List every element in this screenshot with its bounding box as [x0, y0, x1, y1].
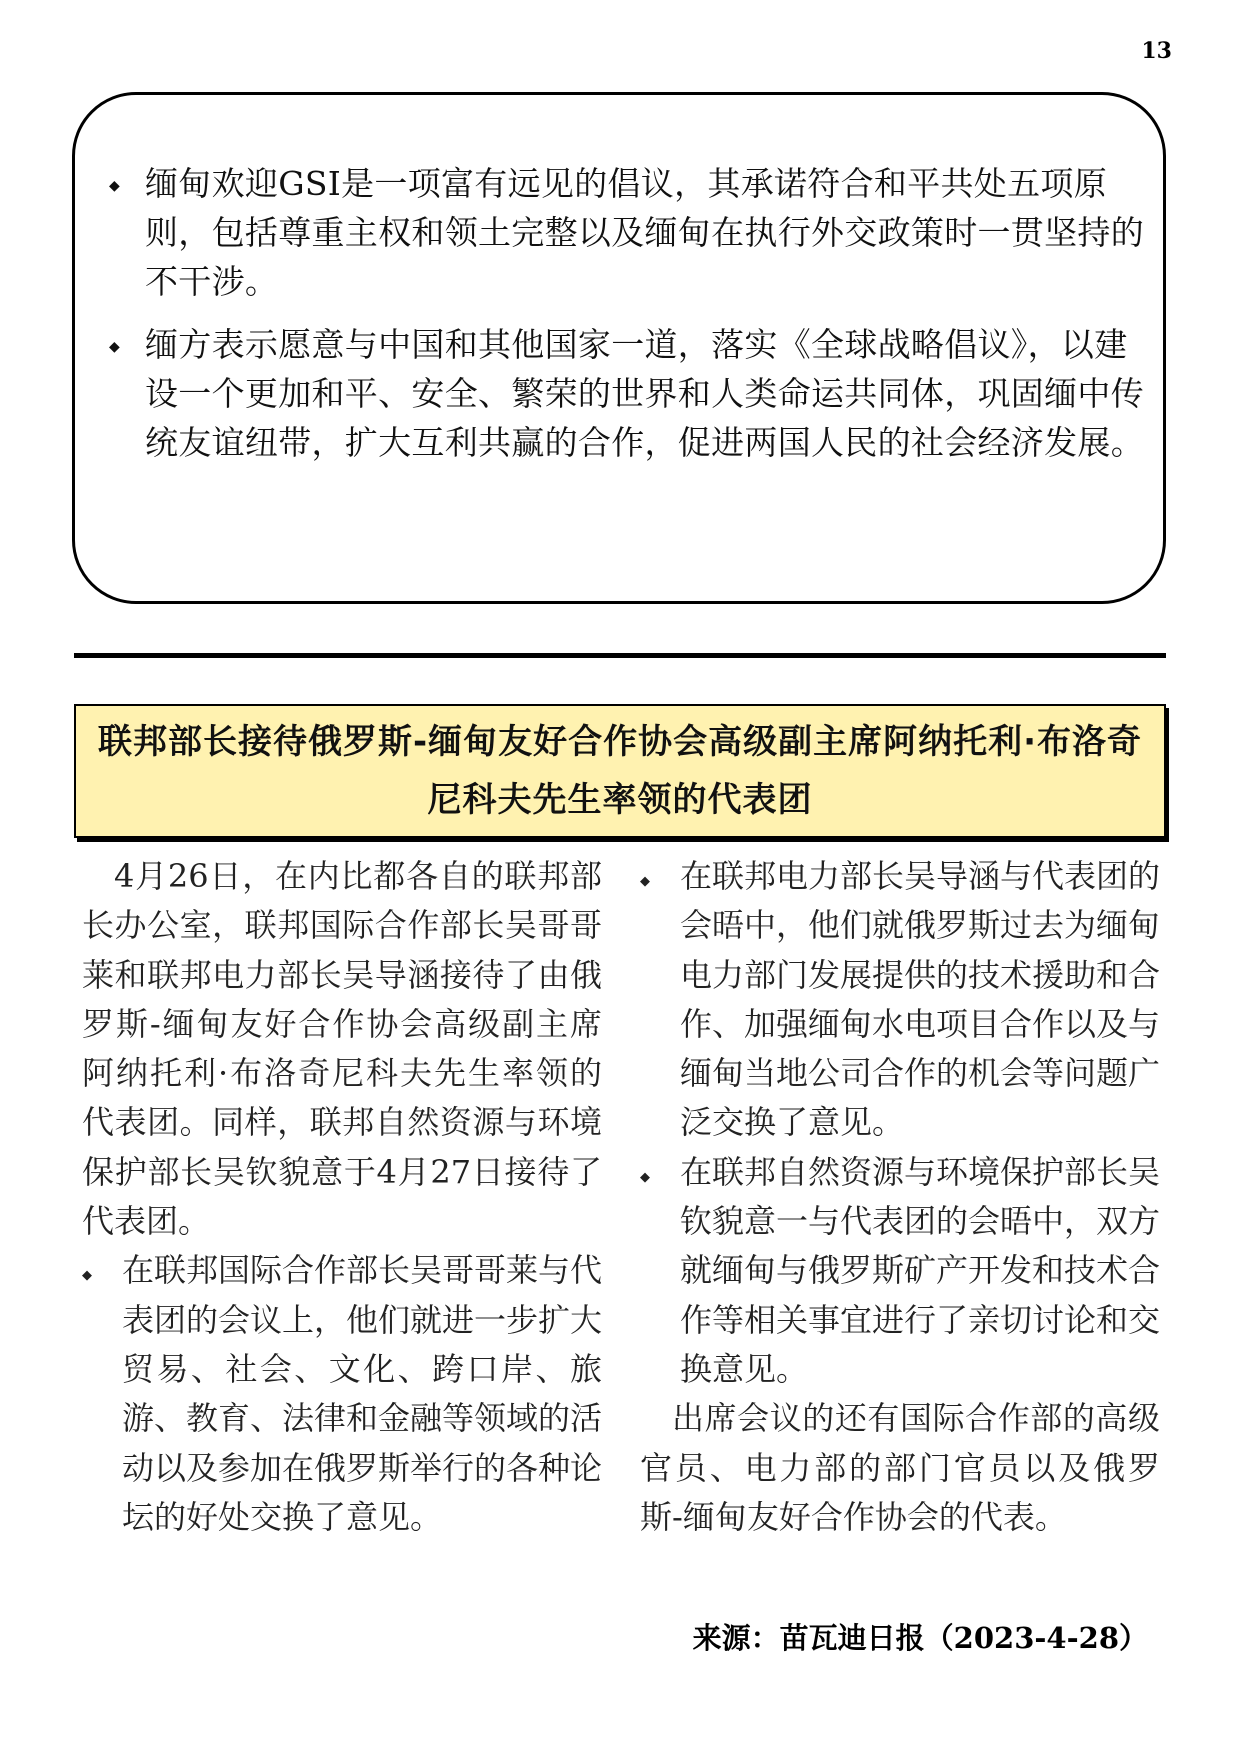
diamond-bullet-icon: ◆ — [640, 874, 650, 889]
section-divider — [74, 653, 1166, 658]
diamond-bullet-icon: ◆ — [109, 178, 121, 194]
intro-paragraph: 4月26日，在内比都各自的联邦部长办公室，联邦国际合作部长吴哥哥莱和联邦电力部长吴导涵接待了由俄罗斯-缅甸友好合作协会高级副主席阿纳托利·布洛奇尼科夫先生率领的代表团。同样，联邦自然资源与环境保护部长吴钦貌意于4月27日接待了代表团。 — [82, 857, 602, 1241]
meeting-bullet — [640, 852, 1160, 1148]
closing-paragraph: 出席会议的还有国际合作部的高级官员、电力部的部门官员以及俄罗斯-缅甸友好合作协会的代表。 — [640, 1399, 1160, 1536]
left-bullet-list — [82, 1246, 602, 1542]
meeting-bullet — [640, 1148, 1160, 1394]
meeting-bullet-text: 在联邦自然资源与环境保护部长吴钦貌意一与代表团的会晤中，双方就缅甸与俄罗斯矿产开发和技术合作等相关事宜进行了亲切讨论和交换意见。 — [680, 1152, 1161, 1388]
meeting-bullet — [82, 1246, 602, 1542]
right-bullet-list — [640, 852, 1160, 1394]
meeting-bullet-text: 在联邦电力部长吴导涵与代表团的会晤中，他们就俄罗斯过去为缅甸电力部门发展提供的技术援助和合作、加强缅甸水电项目合作以及与缅甸当地公司合作的机会等问题广泛交换了意见。 — [680, 857, 1161, 1142]
meeting-bullet-text: 在联邦国际合作部长吴哥哥莱与代表团的会议上，他们就进一步扩大贸易、社会、文化、跨口岸、旅游、教育、法律和金融等领域的活动以及参加在俄罗斯举行的各种论坛的好处交换了意见。 — [122, 1251, 603, 1536]
article-headline: 联邦部长接待俄罗斯-缅甸友好合作协会高级副主席阿纳托利·布洛奇尼科夫先生率领的代表团 — [97, 722, 1143, 820]
summary-bullet-text: 缅甸欢迎GSI是一项富有远见的倡议，其承诺符合和平共处五项原则，包括尊重主权和领土完整以及缅甸在执行外交政策时一贯坚持的不干涉。 — [145, 164, 1144, 301]
article-source: 来源：苗瓦迪日报（2023-4-28） — [692, 1621, 1148, 1655]
page-number: 13 — [1141, 38, 1172, 64]
summary-bullet-text: 缅方表示愿意与中国和其他国家一道，落实《全球战略倡议》，以建设一个更加和平、安全、繁荣的世界和人类命运共同体，巩固缅中传统友谊纽带，扩大互利共赢的合作，促进两国人民的社会经济发展。 — [145, 325, 1144, 462]
summary-box — [72, 92, 1166, 604]
right-column — [640, 852, 1160, 1542]
headline-box — [74, 704, 1166, 838]
left-column — [82, 852, 602, 1542]
summary-bullet — [109, 159, 1151, 306]
summary-bullet — [109, 320, 1151, 467]
diamond-bullet-icon: ◆ — [82, 1268, 92, 1284]
diamond-bullet-icon: ◆ — [640, 1169, 650, 1185]
diamond-bullet-icon: ◆ — [109, 339, 121, 355]
